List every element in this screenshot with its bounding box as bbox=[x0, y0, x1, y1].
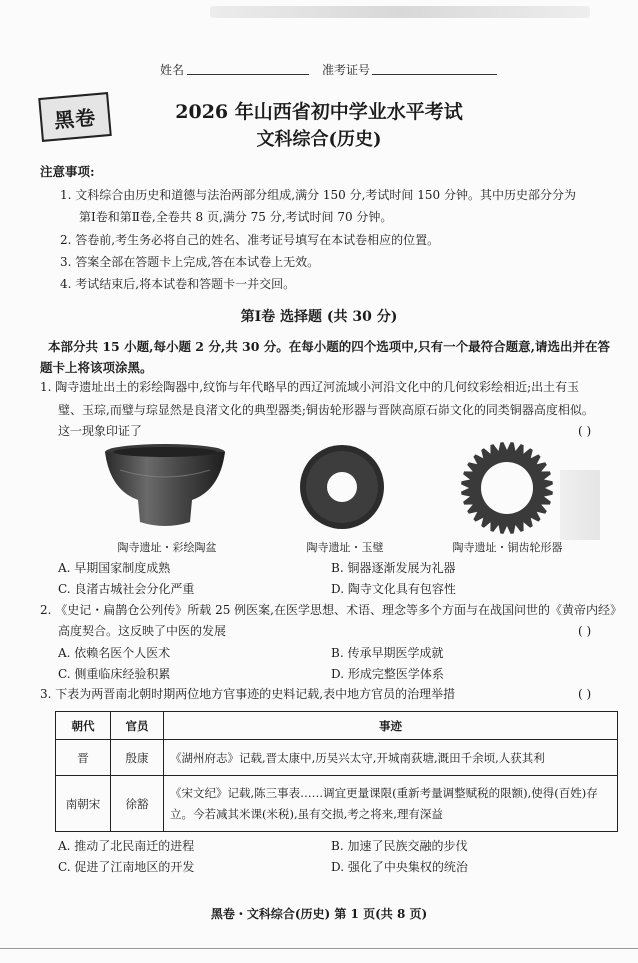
notice-item: 第Ⅰ卷和第Ⅱ卷,全卷共 8 页,满分 75 分,考试时间 70 分钟。 bbox=[79, 210, 393, 224]
table-cell: 《湖州府志》记载,晋太康中,历吴兴太守,开城南荻塘,溉田千余顷,人获其利 bbox=[164, 740, 618, 776]
section-title: 第Ⅰ卷 选择题 (共 30 分) bbox=[240, 309, 398, 325]
table-cell: 殷康 bbox=[111, 740, 164, 776]
jade-bi-disc-image bbox=[297, 443, 387, 531]
section-intro: 题卡上将该项涂黑。 bbox=[40, 360, 153, 375]
question-2-text: 高度契合。这反映了中医的发展 bbox=[58, 624, 227, 638]
table-header: 朝代 bbox=[56, 712, 111, 740]
option-a: A. 推动了北民南迁的进程 bbox=[58, 839, 195, 853]
section-intro: 本部分共 15 小题,每小题 2 分,共 30 分。在每小题的四个选项中,只有一个最符合题意,请选出并在答 bbox=[48, 339, 611, 354]
question-1-text: 1. 陶寺遗址出土的彩绘陶器中,纹饰与年代略早的西辽河流域小河沿文化中的几何纹彩绘相近;出土有玉 bbox=[40, 380, 580, 394]
option-d: D. 陶寺文化具有包容性 bbox=[331, 582, 456, 596]
answer-blank: ( ) bbox=[578, 624, 592, 638]
answer-blank: ( ) bbox=[578, 687, 592, 701]
question-1-text: 这一现象印证了 bbox=[58, 424, 143, 438]
option-c: C. 促进了江南地区的开发 bbox=[58, 860, 195, 874]
notice-item: 2. 答卷前,考生务必将自己的姓名、准考证号填写在本试卷相应的位置。 bbox=[60, 233, 440, 247]
question-1-text: 璧、玉琮,而璧与琮显然是良渚文化的典型器类;铜齿轮形器与晋陕高原石峁文化的同类铜器高度相似。 bbox=[58, 403, 594, 417]
table-row bbox=[56, 776, 618, 832]
option-b: B. 加速了民族交融的步伐 bbox=[331, 839, 468, 853]
option-d: D. 强化了中央集权的统治 bbox=[331, 860, 468, 874]
option-b: B. 铜器逐渐发展为礼器 bbox=[331, 561, 456, 575]
table-cell: 晋 bbox=[56, 740, 111, 776]
table-header: 事迹 bbox=[164, 712, 618, 740]
page-title: 2026 年山西省初中学业水平考试 bbox=[175, 101, 463, 123]
option-a: A. 依赖名医个人医术 bbox=[58, 646, 171, 660]
notice-item: 1. 文科综合由历史和道德与法治两部分组成,满分 150 分,考试时间 150 分钟。其中历史部分分为 bbox=[60, 188, 576, 202]
exam-number-label: 准考证号 bbox=[322, 63, 371, 77]
paper-stamp: 黑卷 bbox=[38, 92, 112, 142]
option-c: C. 良渚古城社会分化严重 bbox=[58, 582, 195, 596]
history-records-table bbox=[55, 711, 618, 832]
option-c: C. 侧重临床经验积累 bbox=[58, 667, 171, 681]
image-caption: 陶寺遗址・铜齿轮形器 bbox=[452, 541, 563, 554]
table-cell: 南朝宋 bbox=[56, 776, 111, 832]
question-3-text: 3. 下表为两晋南北朝时期两位地方官事迹的史料记载,表中地方官员的治理举措 bbox=[40, 687, 456, 701]
notice-item: 3. 答案全部在答题卡上完成,答在本试卷上无效。 bbox=[60, 255, 320, 269]
answer-blank: ( ) bbox=[578, 424, 592, 438]
gear-hole bbox=[481, 462, 533, 514]
notice-heading: 注意事项: bbox=[40, 164, 95, 179]
image-caption: 陶寺遗址・玉璧 bbox=[306, 541, 384, 554]
option-a: A. 早期国家制度成熟 bbox=[58, 561, 171, 575]
page-footer: 黑卷・文科综合(历史) 第 1 页(共 8 页) bbox=[210, 907, 428, 921]
divider bbox=[0, 948, 638, 949]
page-subtitle: 文科综合(历史) bbox=[256, 129, 382, 150]
option-d: D. 形成完整医学体系 bbox=[331, 667, 444, 681]
exam-number-blank bbox=[372, 62, 497, 75]
name-label: 姓名 bbox=[160, 63, 185, 77]
scan-shadow bbox=[560, 470, 600, 540]
question-2-text: 2. 《史记・扁鹊仓公列传》所载 25 例医案,在医学思想、术语、理念等多个方面与在战国问世的《黄帝内经》 bbox=[40, 603, 622, 617]
table-header: 官员 bbox=[111, 712, 164, 740]
image-caption: 陶寺遗址・彩绘陶盆 bbox=[117, 541, 217, 554]
notice-item: 4. 考试结束后,将本试卷和答题卡一并交回。 bbox=[60, 277, 296, 291]
table-cell: 《宋文纪》记载,陈三事表……调宜更量课限(重新考量调整赋税的限额),使得(百姓)存立。今若减其米课(米税),虽有交损,考之将来,理有深益 bbox=[164, 776, 618, 832]
table-cell: 徐豁 bbox=[111, 776, 164, 832]
option-b: B. 传承早期医学成就 bbox=[331, 646, 444, 660]
scan-shadow bbox=[210, 6, 590, 18]
table-row bbox=[56, 740, 618, 776]
name-blank bbox=[187, 62, 309, 75]
bronze-gear-image bbox=[458, 440, 556, 536]
painted-pottery-basin-image bbox=[100, 440, 230, 532]
